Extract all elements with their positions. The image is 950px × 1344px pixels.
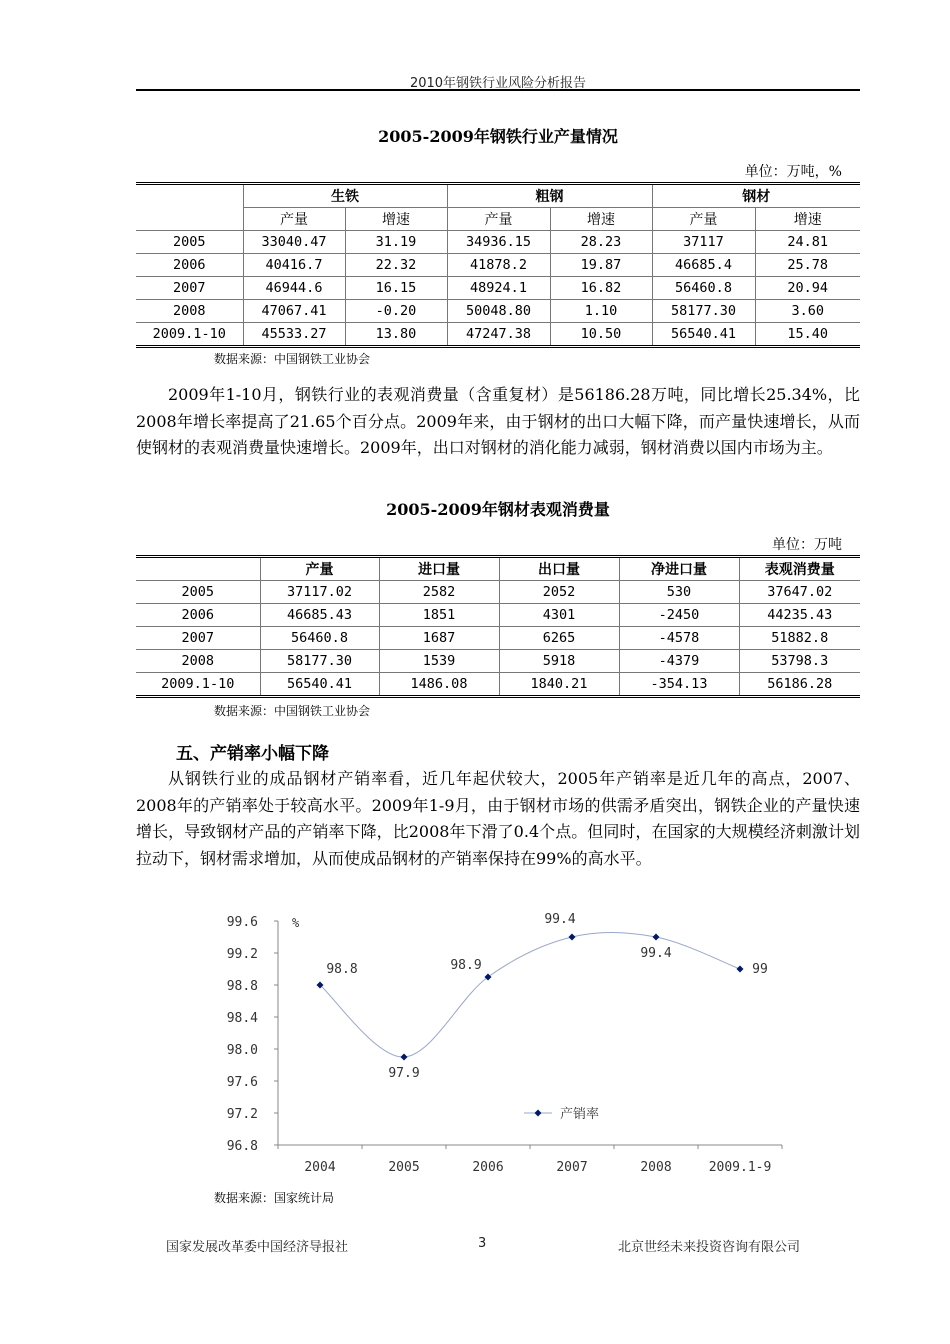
table2-header: 表观消费量 bbox=[739, 557, 860, 581]
table-cell: 16.82 bbox=[550, 277, 652, 300]
table-cell: 37117.02 bbox=[260, 581, 379, 604]
table-cell: 1.10 bbox=[550, 300, 652, 323]
table2-header: 净进口量 bbox=[619, 557, 739, 581]
table-row bbox=[136, 231, 860, 254]
data-label: 99 bbox=[752, 962, 768, 977]
table-cell: 2008 bbox=[136, 650, 260, 673]
table-cell: 37647.02 bbox=[739, 581, 860, 604]
table-cell: 56460.8 bbox=[260, 627, 379, 650]
table-row bbox=[136, 323, 860, 347]
table-cell: 2007 bbox=[136, 277, 243, 300]
table-cell: 22.32 bbox=[345, 254, 447, 277]
data-label: 97.9 bbox=[388, 1066, 420, 1081]
table-cell: 19.87 bbox=[550, 254, 652, 277]
x-tick-label: 2008 bbox=[640, 1160, 672, 1175]
table-cell: 3.60 bbox=[755, 300, 860, 323]
table1-group-header: 生铁 bbox=[243, 184, 447, 208]
table-cell: 1851 bbox=[379, 604, 499, 627]
table-cell: 48924.1 bbox=[447, 277, 550, 300]
table-cell: 5918 bbox=[499, 650, 619, 673]
table-cell: 56186.28 bbox=[739, 673, 860, 697]
table-cell: 15.40 bbox=[755, 323, 860, 347]
table-cell: 2009.1-10 bbox=[136, 323, 243, 347]
x-tick-label: 2009.1-9 bbox=[708, 1160, 772, 1175]
table-cell: 40416.7 bbox=[243, 254, 345, 277]
table1-subheader: 产量 bbox=[652, 208, 755, 231]
data-label: 98.9 bbox=[450, 958, 482, 973]
legend-label: 产销率 bbox=[560, 1107, 600, 1122]
table-cell: -2450 bbox=[619, 604, 739, 627]
data-point-marker bbox=[737, 966, 744, 973]
table-cell: 31.19 bbox=[345, 231, 447, 254]
table-cell: 50048.80 bbox=[447, 300, 550, 323]
table-cell: 58177.30 bbox=[260, 650, 379, 673]
table-cell: -0.20 bbox=[345, 300, 447, 323]
y-tick-label: 98.0 bbox=[226, 1043, 258, 1058]
y-tick-label: 97.6 bbox=[226, 1075, 258, 1090]
table1-source: 数据来源：中国钢铁工业协会 bbox=[214, 352, 371, 366]
table-cell: 2005 bbox=[136, 231, 243, 254]
table-cell: 46944.6 bbox=[243, 277, 345, 300]
table-cell: 58177.30 bbox=[652, 300, 755, 323]
footer-right: 北京世经未来投资咨询有限公司 bbox=[618, 1240, 801, 1255]
table-cell: 47247.38 bbox=[447, 323, 550, 347]
table-cell: 2007 bbox=[136, 627, 260, 650]
data-point-marker bbox=[569, 934, 576, 941]
table-cell: 46685.4 bbox=[652, 254, 755, 277]
table-cell: 24.81 bbox=[755, 231, 860, 254]
table1-group-header: 粗钢 bbox=[447, 184, 652, 208]
table-row bbox=[136, 627, 860, 650]
table-cell: 10.50 bbox=[550, 323, 652, 347]
table-cell: 2009.1-10 bbox=[136, 673, 260, 697]
x-tick-label: 2007 bbox=[556, 1160, 588, 1175]
table-row bbox=[136, 604, 860, 627]
table-cell: 530 bbox=[619, 581, 739, 604]
table-cell: 6265 bbox=[499, 627, 619, 650]
table-cell: 44235.43 bbox=[739, 604, 860, 627]
chart-source: 数据来源：国家统计局 bbox=[214, 1191, 335, 1205]
x-tick-label: 2004 bbox=[304, 1160, 336, 1175]
paragraph-sales-ratio: 从钢铁行业的成品钢材产销率看，近几年起伏较大，2005年产销率是近几年的高点，2007、2008年的产销率处于较高水平。2009年1-9月，由于钢材市场的供需矛盾突出，钢铁企业的产量快速增长，导致钢材产品的产销率下降，比2008年下滑了0.4个点。但同时，在国家的大规模经济刺激计划拉动下，钢材需求增加，从而使成品钢材的产销率保持在99%的高水平。 bbox=[136, 769, 860, 868]
table-cell: 46685.43 bbox=[260, 604, 379, 627]
y-tick-label: 98.8 bbox=[226, 979, 258, 994]
sales-ratio-line-chart bbox=[200, 905, 800, 1185]
data-label: 98.8 bbox=[326, 962, 358, 977]
table1-subheader: 产量 bbox=[447, 208, 550, 231]
table-cell: 16.15 bbox=[345, 277, 447, 300]
footer-page-number: 3 bbox=[478, 1236, 487, 1251]
y-tick-label: 97.2 bbox=[226, 1107, 258, 1122]
table-cell: 4301 bbox=[499, 604, 619, 627]
table1-subheader: 产量 bbox=[243, 208, 345, 231]
table1-subheader: 增速 bbox=[755, 208, 860, 231]
data-label: 99.4 bbox=[640, 946, 672, 961]
table2-header: 进口量 bbox=[379, 557, 499, 581]
table-cell: 13.80 bbox=[345, 323, 447, 347]
table1-subheader: 增速 bbox=[345, 208, 447, 231]
table-cell: 37117 bbox=[652, 231, 755, 254]
table1-production bbox=[136, 182, 860, 348]
y-tick-label: 96.8 bbox=[226, 1139, 258, 1154]
table1-title: 2005-2009年钢铁行业产量情况 bbox=[378, 127, 618, 146]
table-cell: 34936.15 bbox=[447, 231, 550, 254]
data-point-marker bbox=[653, 934, 660, 941]
table2-unit: 单位：万吨 bbox=[772, 537, 842, 553]
legend-marker bbox=[535, 1110, 542, 1117]
y-axis-unit-label: % bbox=[292, 916, 300, 930]
data-label: 99.4 bbox=[544, 912, 576, 927]
page-header-title: 2010年钢铁行业风险分析报告 bbox=[409, 76, 587, 91]
table-cell: 1840.21 bbox=[499, 673, 619, 697]
paragraph-consumption: 2009年1-10月，钢铁行业的表观消费量（含重复材）是56186.28万吨，同比增长25.34%，比2008年增长率提高了21.65个百分点。2009年来，由于钢材的出口大幅下降，而产量快速增长，从而使钢材的表观消费量快速增长。2009年，出口对钢材的消化能力减弱，钢材消费以国内市场为主。 bbox=[136, 385, 860, 457]
table-row bbox=[136, 650, 860, 673]
table-cell: 28.23 bbox=[550, 231, 652, 254]
x-tick-label: 2006 bbox=[472, 1160, 504, 1175]
table1-corner bbox=[136, 184, 243, 231]
table-row bbox=[136, 300, 860, 323]
table-cell: 1486.08 bbox=[379, 673, 499, 697]
table2-source: 数据来源：中国钢铁工业协会 bbox=[214, 704, 371, 718]
table-cell: 2006 bbox=[136, 604, 260, 627]
table-cell: 47067.41 bbox=[243, 300, 345, 323]
table-cell: 2006 bbox=[136, 254, 243, 277]
table-cell: 2582 bbox=[379, 581, 499, 604]
table-row bbox=[136, 277, 860, 300]
table2-header: 产量 bbox=[260, 557, 379, 581]
table-cell: 20.94 bbox=[755, 277, 860, 300]
table2-title: 2005-2009年钢材表观消费量 bbox=[386, 500, 610, 519]
section-heading: 五、产销率小幅下降 bbox=[176, 744, 329, 764]
header-rule bbox=[136, 89, 860, 91]
table-row bbox=[136, 673, 860, 697]
table-cell: 33040.47 bbox=[243, 231, 345, 254]
table-cell: -354.13 bbox=[619, 673, 739, 697]
data-point-marker bbox=[401, 1054, 408, 1061]
table-cell: 56460.8 bbox=[652, 277, 755, 300]
y-tick-label: 99.2 bbox=[226, 947, 258, 962]
table-cell: 53798.3 bbox=[739, 650, 860, 673]
table-cell: 25.78 bbox=[755, 254, 860, 277]
table-cell: 1687 bbox=[379, 627, 499, 650]
table-cell: -4379 bbox=[619, 650, 739, 673]
table1-unit: 单位：万吨，% bbox=[744, 164, 842, 180]
table-row bbox=[136, 581, 860, 604]
table-cell: 2005 bbox=[136, 581, 260, 604]
table1-subheader: 增速 bbox=[550, 208, 652, 231]
table-cell: -4578 bbox=[619, 627, 739, 650]
table2-header: 出口量 bbox=[499, 557, 619, 581]
table-cell: 1539 bbox=[379, 650, 499, 673]
x-tick-label: 2005 bbox=[388, 1160, 420, 1175]
y-tick-label: 98.4 bbox=[226, 1011, 258, 1026]
table2-consumption bbox=[136, 555, 860, 698]
table-cell: 2008 bbox=[136, 300, 243, 323]
table-cell: 56540.41 bbox=[260, 673, 379, 697]
table2-corner bbox=[136, 557, 260, 581]
series-line-sales-ratio bbox=[320, 932, 740, 1057]
table-cell: 56540.41 bbox=[652, 323, 755, 347]
y-tick-label: 99.6 bbox=[226, 915, 258, 930]
table-cell: 45533.27 bbox=[243, 323, 345, 347]
footer-left: 国家发展改革委中国经济导报社 bbox=[166, 1240, 349, 1255]
table1-group-header: 钢材 bbox=[652, 184, 860, 208]
table-cell: 2052 bbox=[499, 581, 619, 604]
table-cell: 51882.8 bbox=[739, 627, 860, 650]
table-row bbox=[136, 254, 860, 277]
table-cell: 41878.2 bbox=[447, 254, 550, 277]
